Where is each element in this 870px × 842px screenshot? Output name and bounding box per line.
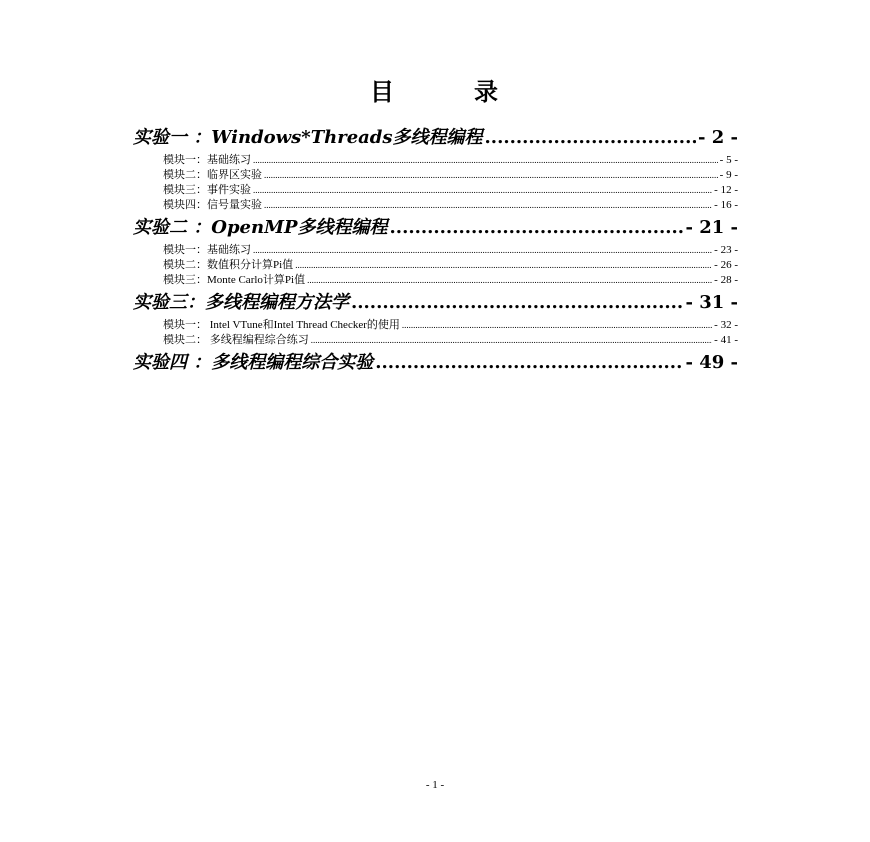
toc-module[interactable]	[133, 333, 738, 348]
toc-module-label: 模块一： Intel VTune和Intel Thread Checker的使用	[163, 319, 400, 331]
toc-chapter[interactable]	[133, 213, 738, 243]
toc-module-label: 模块二：临界区实验	[163, 169, 262, 181]
toc-leader-dots	[253, 153, 718, 168]
toc-leader-dots	[402, 318, 712, 333]
page-number-footer: - 1 -	[425, 779, 445, 791]
toc-leader-dots	[311, 333, 712, 348]
toc-leader-dots	[264, 198, 712, 213]
toc-leader-dots	[264, 168, 718, 183]
toc-module-page: - 32 -	[714, 319, 738, 331]
toc-module-label: 模块一：基础练习	[163, 154, 251, 166]
toc-module-page: - 16 -	[714, 199, 738, 211]
toc-leader-dots	[253, 183, 712, 198]
toc-chapter-label: 实验四 ：多线程编程综合实验	[133, 352, 374, 373]
toc-module-page: - 9 -	[719, 169, 738, 181]
toc-leader-dots	[307, 273, 712, 288]
toc-leader-dots	[375, 348, 683, 378]
toc-module-label: 模块三：事件实验	[163, 184, 251, 196]
toc-module[interactable]	[133, 168, 738, 183]
toc-module-label: 模块三：Monte Carlo计算Pi值	[163, 274, 306, 286]
toc-module-page: - 5 -	[719, 154, 738, 166]
page-title	[0, 72, 870, 107]
toc-chapter[interactable]	[133, 348, 738, 378]
toc-module-page: - 26 -	[714, 259, 738, 271]
toc-chapter-page: - 21 -	[685, 217, 738, 238]
toc-module-label: 模块一：基础练习	[163, 244, 251, 256]
toc-chapter-label: 实验二 ：OpenMP多线程编程	[133, 217, 388, 238]
toc-module-page: - 12 -	[714, 184, 738, 196]
toc-module[interactable]	[133, 153, 738, 168]
toc-leader-dots	[390, 213, 684, 243]
toc-chapter[interactable]	[133, 288, 738, 318]
toc-chapter-label: 实验一 ：Windows*Threads多线程编程	[133, 127, 483, 148]
toc-leader-dots	[351, 288, 683, 318]
toc-leader-dots	[253, 243, 712, 258]
toc-chapter-page: - 2 -	[698, 127, 738, 148]
toc-chapter-label: 实验三：多线程编程方法学	[133, 292, 349, 313]
toc-chapter-page: - 31 -	[685, 292, 738, 313]
toc-chapter[interactable]	[133, 123, 738, 153]
toc-module[interactable]	[133, 198, 738, 213]
title-part-1: 目	[370, 77, 396, 106]
toc-module[interactable]	[133, 273, 738, 288]
toc-module[interactable]	[133, 183, 738, 198]
toc-module-page: - 23 -	[714, 244, 738, 256]
toc-leader-dots	[485, 123, 696, 153]
toc-module-label: 模块四：信号量实验	[163, 199, 262, 211]
toc-leader-dots	[295, 258, 712, 273]
toc-module-page: - 28 -	[714, 274, 738, 286]
toc-chapter-page: - 49 -	[685, 352, 738, 373]
title-part-2: 录	[474, 77, 500, 106]
toc-module-label: 模块二：数值积分计算Pi值	[163, 259, 294, 271]
toc-module[interactable]	[133, 258, 738, 273]
toc-module-page: - 41 -	[714, 334, 738, 346]
toc-module[interactable]	[133, 243, 738, 258]
toc-module[interactable]	[133, 318, 738, 333]
table-of-contents	[133, 123, 738, 378]
toc-module-label: 模块二： 多线程编程综合练习	[163, 334, 309, 346]
